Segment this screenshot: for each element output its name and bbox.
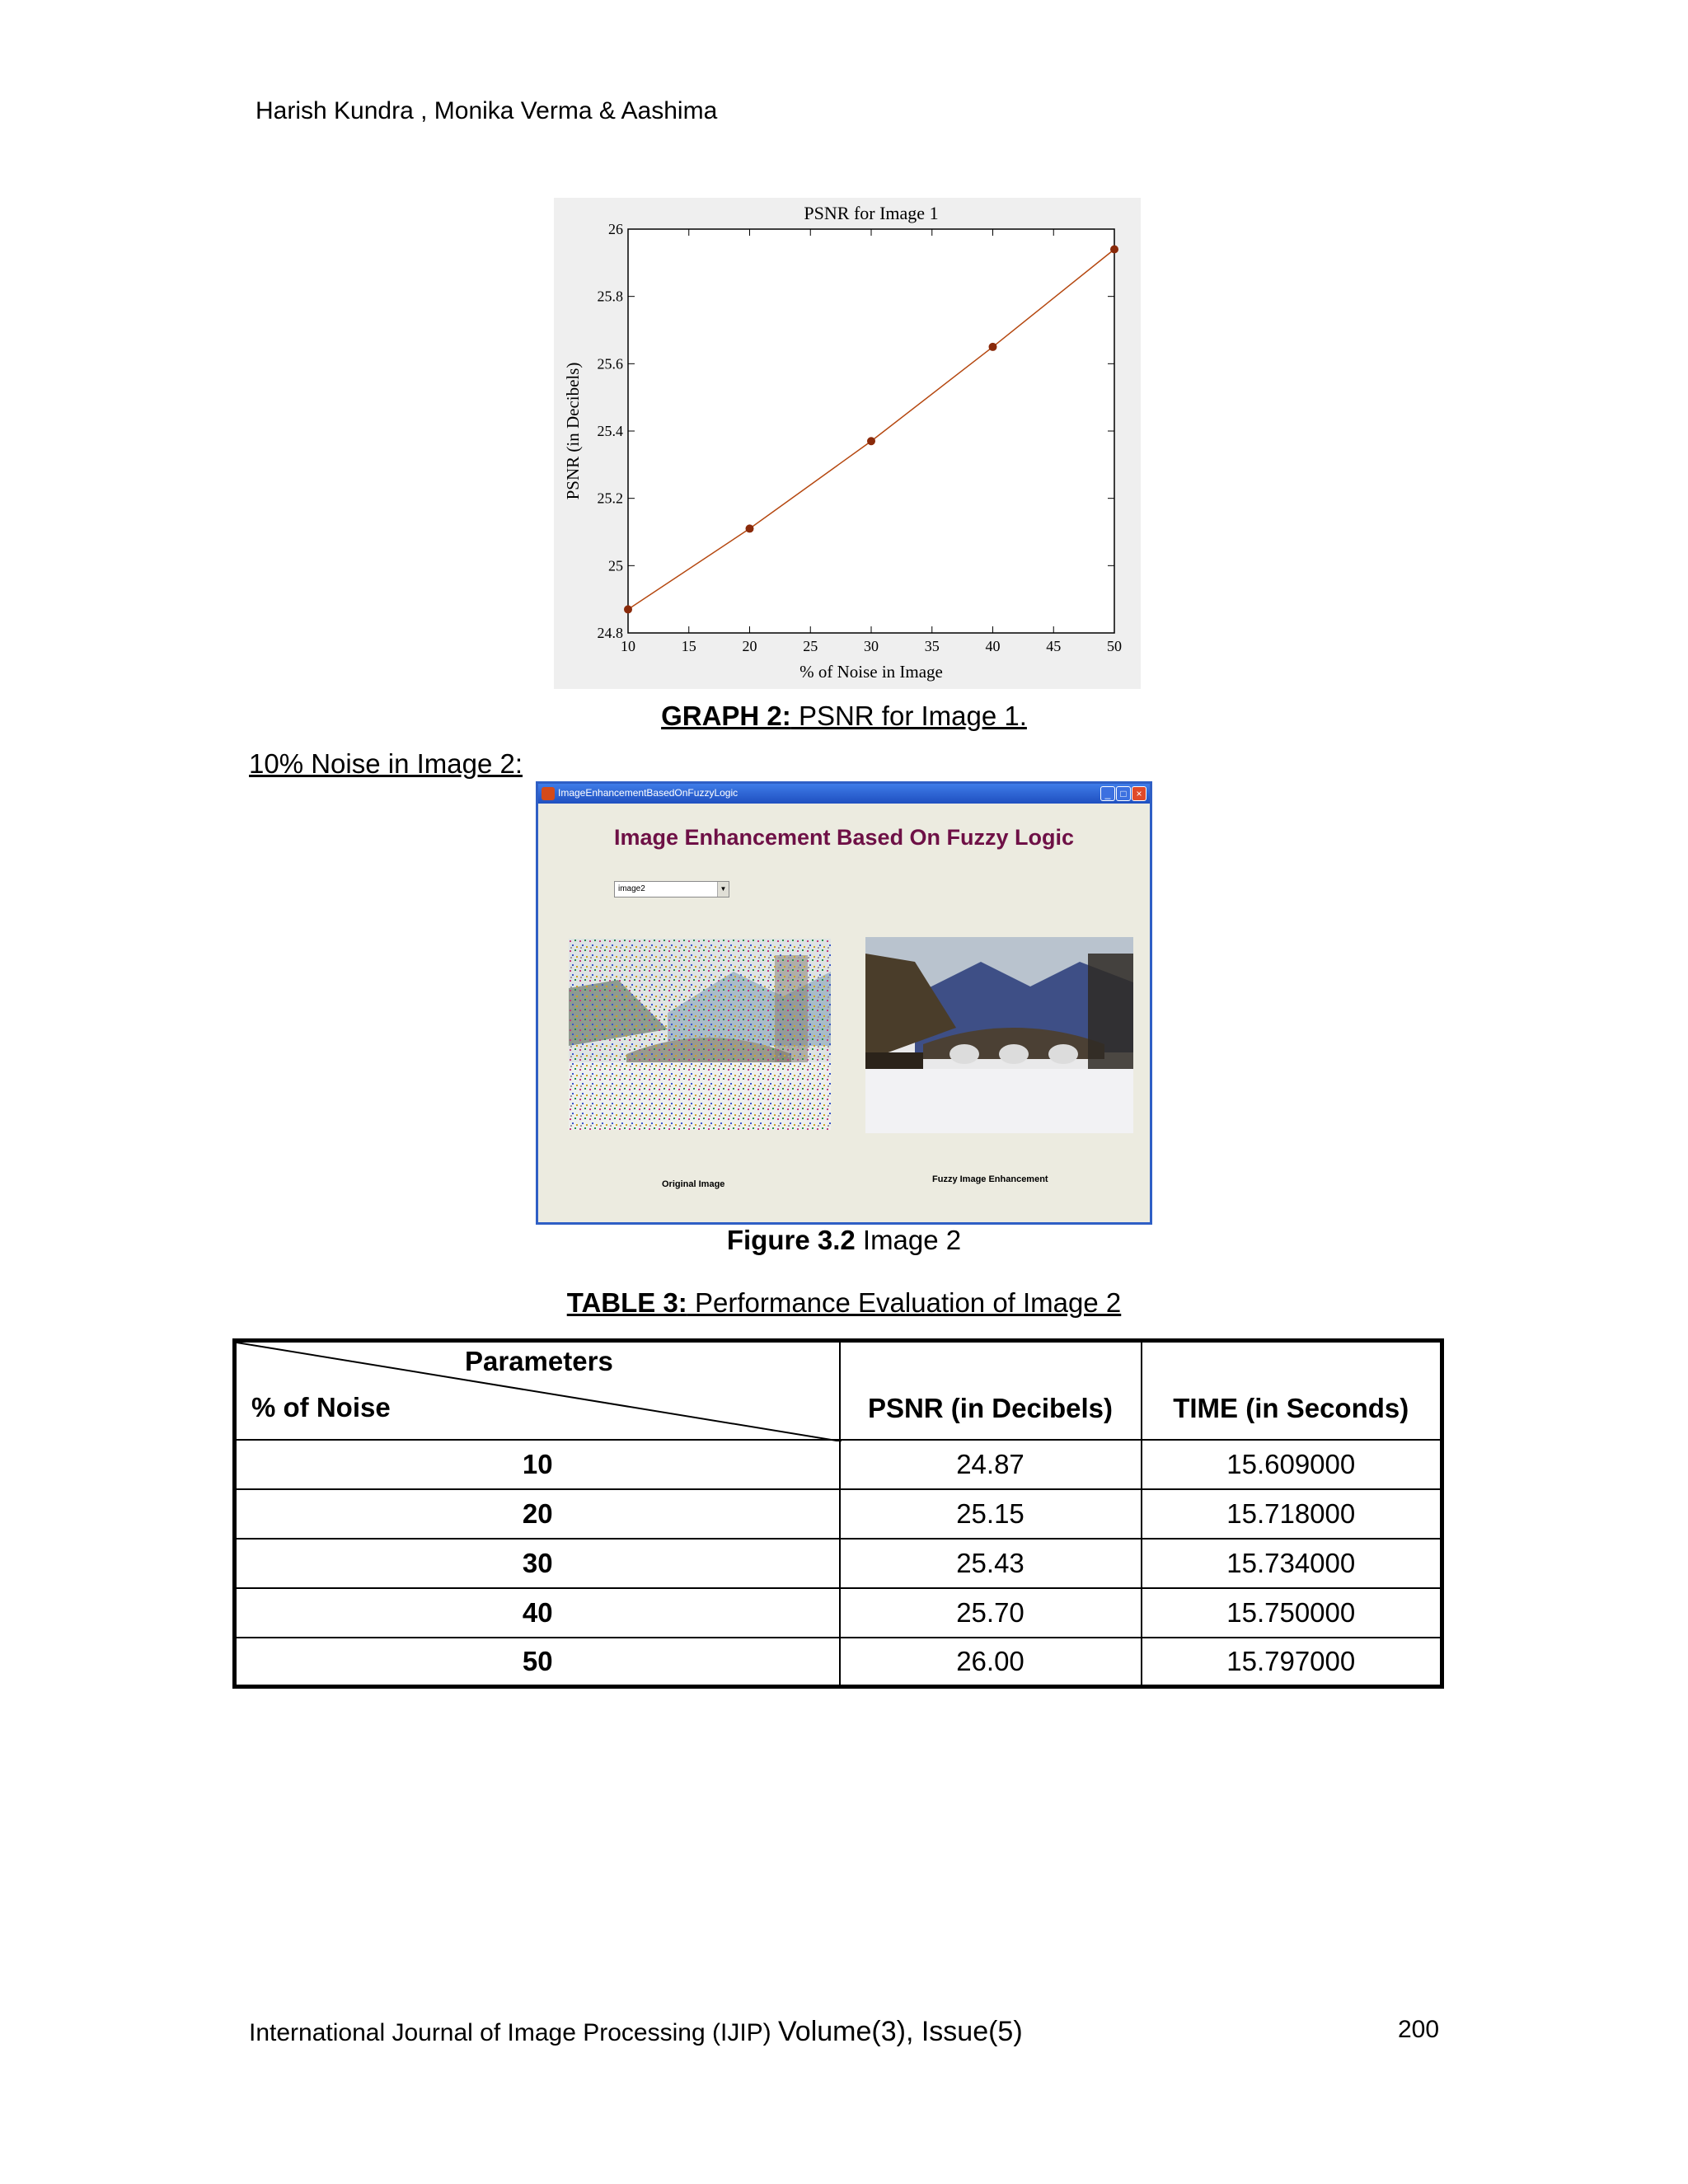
minimize-icon[interactable]: _ [1100, 786, 1115, 801]
running-header-authors: Harish Kundra , Monika Verma & Aashima [256, 97, 718, 124]
maximize-icon[interactable]: □ [1116, 786, 1131, 801]
x-tick-label: 50 [1107, 638, 1122, 654]
x-tick-label: 25 [803, 638, 818, 654]
performance-table [232, 1338, 1444, 1689]
x-tick-label: 10 [621, 638, 635, 654]
y-tick-label: 25 [608, 557, 623, 574]
data-point [867, 437, 875, 445]
window-title: ImageEnhancementBasedOnFuzzyLogic [558, 787, 738, 799]
image-select-dropdown[interactable] [614, 881, 729, 898]
section-heading: 10% Noise in Image 2: [249, 748, 523, 779]
x-tick-label: 40 [985, 638, 1001, 654]
y-tick-label: 26 [608, 221, 623, 237]
chart-title: PSNR for Image 1 [804, 203, 939, 223]
data-point [746, 524, 754, 532]
app-window [536, 781, 1152, 1225]
table-row [235, 1539, 1442, 1588]
footer-journal-name: International Journal of Image Processing (IJIP) [249, 2019, 778, 2046]
figure-caption-label: Figure 3.2 [726, 1225, 856, 1255]
footer-volume-issue: Volume(3), Issue(5) [777, 2016, 1023, 2047]
chart-x-label: % of Noise in Image [799, 662, 943, 682]
original-image [569, 939, 831, 1130]
cell-time: 15.734000 [1142, 1539, 1442, 1588]
data-point [989, 343, 997, 351]
graph-caption-text: PSNR for Image 1. [790, 701, 1027, 731]
cell-noise: 30 [235, 1539, 840, 1588]
cell-noise: 40 [235, 1588, 840, 1638]
y-tick-label: 25.4 [597, 423, 623, 439]
header-parameters: Parameters [465, 1346, 613, 1376]
table-caption-label: TABLE 3: [566, 1287, 687, 1318]
page-number: 200 [1398, 2016, 1440, 2043]
cell-time: 15.750000 [1142, 1588, 1442, 1638]
figure-caption-text: Image 2 [855, 1225, 962, 1255]
graph-caption [0, 701, 1688, 732]
cell-psnr: 25.43 [840, 1539, 1142, 1588]
app-heading: Image Enhancement Based On Fuzzy Logic [613, 825, 1075, 850]
graph-caption-label: GRAPH 2: [661, 701, 791, 731]
enhanced-image [865, 937, 1133, 1133]
original-image-label: Original Image [662, 1179, 725, 1189]
chart-y-label: PSNR (in Decibels) [563, 362, 583, 500]
close-icon[interactable]: × [1132, 786, 1146, 801]
plot-area [628, 229, 1114, 633]
y-tick-label: 25.2 [597, 490, 623, 507]
cell-noise: 20 [235, 1489, 840, 1539]
cell-noise: 10 [235, 1440, 840, 1489]
cell-noise: 50 [235, 1638, 840, 1687]
table-caption [0, 1287, 1688, 1319]
header-psnr: PSNR (in Decibels) [840, 1341, 1142, 1440]
diagonal-header-cell [235, 1341, 840, 1440]
x-tick-label: 15 [681, 638, 696, 654]
cell-psnr: 26.00 [840, 1638, 1142, 1687]
table-row [235, 1588, 1442, 1638]
x-tick-label: 30 [864, 638, 879, 654]
window-titlebar [538, 784, 1150, 804]
cell-time: 15.609000 [1142, 1440, 1442, 1489]
figure-caption [0, 1225, 1688, 1256]
image-select-value: image2 [618, 884, 645, 893]
x-tick-label: 20 [742, 638, 757, 654]
table-caption-text: Performance Evaluation of Image 2 [687, 1287, 1122, 1318]
table-header-row [235, 1341, 1442, 1440]
x-tick-label: 35 [924, 638, 940, 654]
data-point [1110, 246, 1118, 254]
data-point [624, 605, 632, 613]
matlab-app-icon [542, 787, 555, 800]
cell-psnr: 25.15 [840, 1489, 1142, 1539]
table-row [235, 1638, 1442, 1687]
chevron-down-icon[interactable]: ▼ [717, 882, 729, 897]
cell-psnr: 25.70 [840, 1588, 1142, 1638]
psnr-chart [554, 198, 1141, 689]
table-row [235, 1489, 1442, 1539]
header-time: TIME (in Seconds) [1142, 1341, 1442, 1440]
cell-psnr: 24.87 [840, 1440, 1142, 1489]
table-row [235, 1440, 1442, 1489]
cell-time: 15.718000 [1142, 1489, 1442, 1539]
psnr-chart-svg [554, 198, 1141, 689]
y-tick-label: 25.6 [597, 355, 623, 373]
enhanced-image-label: Fuzzy Image Enhancement [932, 1174, 1048, 1184]
x-tick-label: 45 [1046, 638, 1062, 654]
header-noise: % of Noise [251, 1392, 391, 1422]
footer-journal [249, 2016, 1023, 2048]
y-tick-label: 25.8 [597, 288, 623, 305]
cell-time: 15.797000 [1142, 1638, 1442, 1687]
y-tick-label: 24.8 [597, 625, 623, 641]
